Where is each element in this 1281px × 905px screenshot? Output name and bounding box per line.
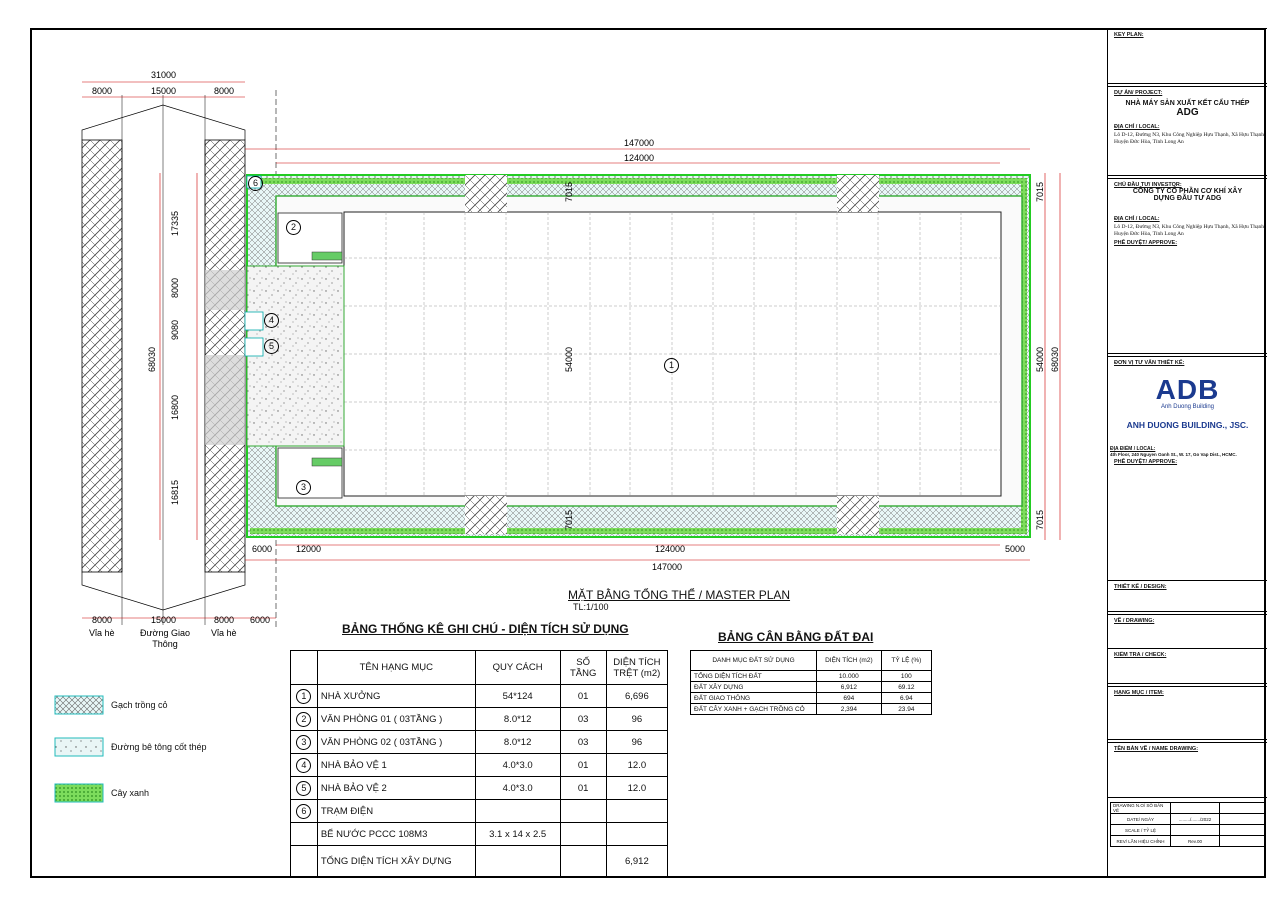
land-balance-table: DANH MỤC ĐẤT SỬ DỤNG DIỆN TÍCH (m2) TỶ LỆ (%) TỔNG DIỆN TÍCH ĐẤT 10.000 100 ĐẤT XÂY DỰNG 6,912 69.12 ĐẤT GIAO THÔNG 694 6.94 ĐẤT CÂY XANH + GẠCH TRỒNG CỎ 2,394 23.94 — [690, 650, 932, 715]
legend-swatch-grass-tile — [55, 696, 103, 714]
t1-col-name: TÊN HẠNG MỤC — [317, 651, 475, 685]
table1-heading: BẢNG THỐNG KÊ GHI CHÚ - DIỆN TÍCH SỬ DỤNG — [342, 622, 629, 636]
water-tank-1 — [312, 252, 342, 260]
table-row: 3 VĂN PHÒNG 02 ( 03TẦNG ) 8.0*12 03 96 — [291, 731, 668, 754]
legend-label-trees: Cây xanh — [111, 788, 150, 798]
table-row: 1 NHÀ XƯỞNG 54*124 01 6,696 — [291, 685, 668, 708]
tb-investor: CHỦ ĐẦU TƯ/ INVESTOR: CÔNG TY CỔ PHẦN CƠ KHÍ XÂY DỰNG ĐẦU TƯ ADG ĐỊA CHỈ / LOCAL: Lô D-12, Đường N3, Khu Công Nghiệp Hựu Thạnh, Xã Hựu Thạnh, Huyện Đức Hòa, Tỉnh Long An PHÊ DUYỆT/ APPROVE: — [1108, 178, 1267, 354]
t1-col-area: DIỆN TÍCH TRỆT (m2) — [606, 651, 667, 685]
dim-left-8000a: 8000 — [92, 615, 113, 625]
dim-v-7015-top: 7015 — [564, 181, 574, 202]
tb-item: HẠNG MỤC / ITEM: — [1108, 686, 1267, 740]
legend-label-concrete: Đường bê tông cốt thép — [111, 742, 207, 752]
table-row: ĐẤT CÂY XANH + GẠCH TRỒNG CỎ 2,394 23.94 — [691, 704, 932, 715]
label-via-he-right: Vỉa hè — [211, 628, 237, 638]
company-logo: ADB Anh Duong Building — [1155, 374, 1220, 410]
dim-v-68030-right: 68030 — [1050, 346, 1060, 372]
table-total-row: TỔNG DIỆN TÍCH XÂY DỰNG 6,912 — [291, 846, 668, 878]
gate-paving-2 — [837, 175, 879, 212]
dim-top-a: 8000 — [92, 86, 113, 96]
legend-swatch-concrete — [55, 738, 103, 756]
marker-4: 4 — [264, 313, 279, 328]
dim-v-8000: 8000 — [170, 277, 180, 298]
tb-consultant: ĐƠN VỊ TƯ VẤN THIẾT KẾ: ADB Anh Duong Building ANH DUONG BUILDING., JSC. ĐỊA ĐIỂM / LOCAL: 4th Floor, 240 Nguyen Oanh St., W. 17, Go Vap Dist., HCMC. PHÊ DUYỆT/ APPROVE: — [1108, 356, 1267, 612]
tb-key-plan: KEY PLAN: — [1108, 28, 1267, 84]
table-row: 6 TRẠM ĐIỆN — [291, 800, 668, 823]
dim-v-54000-right: 54000 — [1035, 346, 1045, 372]
table-row: 5 NHÀ BẢO VỆ 2 4.0*3.0 01 12.0 — [291, 777, 668, 800]
dim-v-16815: 16815 — [170, 479, 180, 505]
legend-swatch-trees — [55, 784, 103, 802]
plan-scale: TL:1/100 — [573, 602, 609, 612]
dim-left-6000: 6000 — [250, 615, 271, 625]
dim-v-9080: 9080 — [170, 319, 180, 340]
marker-6: 6 — [248, 176, 263, 191]
tree-strip-top — [250, 178, 1027, 184]
t1-col-floors: SỐ TẦNG — [560, 651, 606, 685]
table-row: ĐẤT XÂY DỰNG 6,912 69.12 — [691, 682, 932, 693]
dim-124-bottom: 124000 — [655, 544, 686, 554]
tb-design: THIẾT KẾ / DESIGN: — [1108, 580, 1267, 614]
title-block — [1107, 28, 1266, 878]
table-row: TỔNG DIỆN TÍCH ĐẤT 10.000 100 — [691, 671, 932, 682]
table-row: ĐẤT GIAO THÔNG 694 6.94 — [691, 693, 932, 704]
water-tank-2 — [312, 458, 342, 466]
tree-strip-bottom — [250, 528, 1027, 534]
gate-paving-1 — [465, 175, 507, 212]
dim-v-7015-bottom: 7015 — [564, 509, 574, 530]
dim-left-15000: 15000 — [151, 615, 177, 625]
t1-col-spec: QUY CÁCH — [475, 651, 560, 685]
marker-3: 3 — [296, 480, 311, 495]
table-row: 2 VĂN PHÒNG 01 ( 03TẦNG ) 8.0*12 03 96 — [291, 708, 668, 731]
legend-swatches — [54, 694, 114, 814]
dim-147-top: 147000 — [624, 138, 655, 148]
table-row: 4 NHÀ BẢO VỆ 1 4.0*3.0 01 12.0 — [291, 754, 668, 777]
label-duong-giao-thong: Đường Giao Thông — [140, 628, 190, 649]
sidewalk-left — [82, 140, 122, 572]
dim-bottom-12000: 12000 — [296, 544, 322, 554]
table-row: BỂ NƯỚC PCCC 108M3 3.1 x 14 x 2.5 — [291, 823, 668, 846]
dim-v-68030-left: 68030 — [147, 346, 157, 372]
dim-147-bottom: 147000 — [652, 562, 683, 572]
dim-top-c: 8000 — [214, 86, 235, 96]
gatehouse-area-1 — [205, 270, 245, 310]
dim-top-b: 15000 — [151, 86, 177, 96]
marker-5: 5 — [264, 339, 279, 354]
gate-paving-4 — [837, 496, 879, 534]
guardhouse-1-shape — [245, 312, 263, 330]
road-top-shape — [82, 105, 245, 140]
dim-v-16800: 16800 — [170, 394, 180, 420]
guardhouse-2-shape — [245, 338, 263, 356]
dim-v-54000-center: 54000 — [564, 346, 574, 372]
dim-v-7015-right-bottom: 7015 — [1035, 509, 1045, 530]
dim-bottom-6000: 6000 — [252, 544, 273, 554]
dim-v-7015-right-top: 7015 — [1035, 181, 1045, 202]
legend-label-grass-tile: Gạch trồng cỏ — [111, 700, 168, 710]
dim-top-total: 31000 — [151, 70, 177, 80]
marker-1: 1 — [664, 358, 679, 373]
tb-check: KIỂM TRA / CHECK: — [1108, 648, 1267, 684]
gate-paving-3 — [465, 496, 507, 534]
factory-building — [344, 212, 1001, 496]
marker-2: 2 — [286, 220, 301, 235]
dim-124-top: 124000 — [624, 153, 655, 163]
tb-project: DỰ ÁN/ PROJECT: NHÀ MÁY SẢN XUẤT KẾT CẤU THÉP ADG ĐỊA CHỈ / LOCAL: Lô D-12, Đường N3, Khu Công Nghiệp Hựu Thạnh, Xã Hựu Thạnh, Huyện Đức Hòa, Tỉnh Long An — [1108, 86, 1267, 176]
label-via-he-left: Vỉa hè — [89, 628, 115, 638]
gatehouse-area-2 — [205, 355, 245, 445]
tb-drawing: VẼ / DRAWING: — [1108, 614, 1267, 648]
dim-bottom-5000: 5000 — [1005, 544, 1026, 554]
dim-left-8000b: 8000 — [214, 615, 235, 625]
tb-name-drawing: TÊN BẢN VẼ / NAME DRAWING: — [1108, 742, 1267, 798]
tb-meta-table: DRAWING N.O/ SỐ BẢN VẼ DATE/ NGÀY ........./......./2022 SCALE / TỶ LỆ REV/ LẦN HIỆU CHỈNH Rev.00 — [1110, 802, 1265, 847]
usage-area-table — [290, 650, 668, 878]
table2-heading: BẢNG CÂN BẰNG ĐẤT ĐAI — [718, 630, 874, 644]
dim-v-17335: 17335 — [170, 210, 180, 236]
plan-title: MẶT BẰNG TỔNG THỂ / MASTER PLAN — [568, 588, 791, 602]
